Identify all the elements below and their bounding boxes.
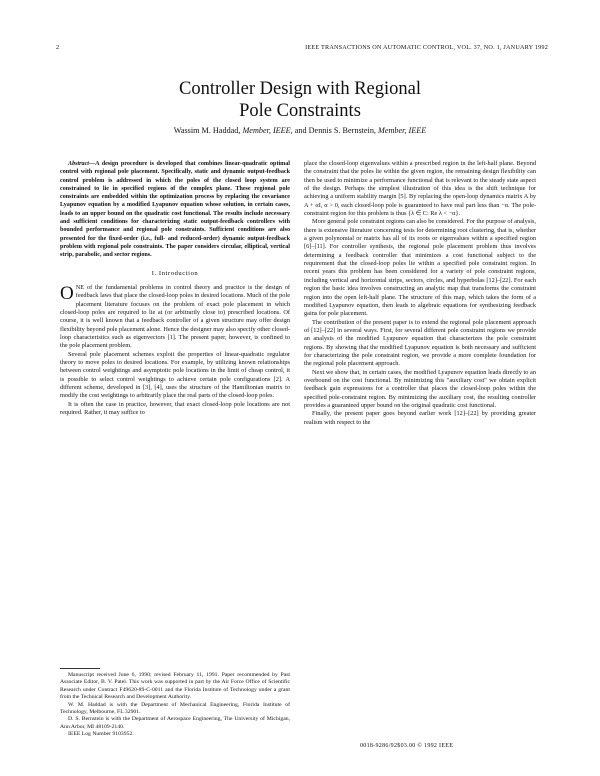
paragraph: Next we show that, in certain cases, the modified Lyapunov equation leads directly to an overbound on the cost functional. By minimizing this "auxiliary cost" we obtain explicit feedback gain expressions for a controller that places the closed-loop poles within the specified pole-constraint region. By minimizing the auxiliary cost, the resulting controller provides a guaranteed upper bound on the original quadratic cost functional. <box>304 368 536 409</box>
left-column <box>60 160 290 417</box>
footnote: W. M. Haddad is with the Department of Mechanical Engineering, Florida Institute of Technology, Melbourne, FL 32901. <box>60 701 290 716</box>
footnotes <box>60 668 290 739</box>
title-line-2: Pole Constraints <box>239 101 361 121</box>
section-heading-introduction: I. Introduction <box>151 269 199 277</box>
author-2-role: Member, IEEE <box>378 126 427 135</box>
author-1: Wassim M. Haddad, <box>173 126 241 135</box>
abstract-label: Abstract— <box>68 161 96 167</box>
author-line <box>0 126 600 135</box>
paragraph: Several pole placement schemes exploit the properties of linear-quadratic regulator theory to move poles to desired locations. For example, by utilizing known relationships between control weightings and asymptotic pole locations in the limit of cheap control, it is possible to select control weightings to achieve certain pole configurations [2]. A different scheme, developed in [3], [4], uses the structure of the Hamiltonian matrix to modify the cost weightings to arbitrarily place the real parts of the closed-loop poles. <box>60 350 290 400</box>
author-1-role: Member, IEEE, <box>242 126 293 135</box>
drop-cap: O <box>60 282 74 304</box>
paragraph: Finally, the present paper goes beyond earlier work [12]–[22] by providing greater realism with respect to the <box>304 410 536 426</box>
paragraph: The contribution of the present paper is to extend the regional pole placement approach of [12]–[22] in several ways. First, for several different pole constraint regions we provide an analysis of the modified Lyapunov equation that characterizes the pole constraint regions. By showing that the modified Lyapunov equation is both necessary and sufficient for characterizing the pole constraint region, we provide a more complete foundation for the regional pole placement approach. <box>304 318 536 368</box>
paper-title <box>0 78 600 122</box>
abstract-text: A design procedure is developed that combines linear-quadratic optimal control with regional pole placement. Specifically, static and dynamic output-feedback control problem is addressed in which the poles of the closed loop system are constrained to lie in specified regions of the complex plane. These regional pole constraints are embedded within the optimization process by replacing the covariance Lyapunov equation by a modified Lyapunov equation whose solution, in certain cases, leads to an upper bound on the quadratic cost functional. The results include necessary and sufficient conditions for characterizing static output-feedback controllers with bounded performance and regional pole constraints. Sufficient conditions are also presented for the fixed-order (i.e., full- and reduced-order) dynamic output-feedback problem with regional pole constraints. The paper considers circular, elliptical, vertical strip, parabolic, and sector regions. <box>60 161 290 259</box>
running-header <box>56 44 548 56</box>
footnote-rule <box>60 668 100 669</box>
journal-header: IEEE TRANSACTIONS ON AUTOMATIC CONTROL, VOL. 37, NO. 1, JANUARY 1992 <box>305 44 548 51</box>
paragraph: More general pole constraint regions can also be considered. For the purpose of analysis, there is extensive literature concerning tests for determining root clustering, that is, whether a given polynomial or matrix has all of its roots or eigenvalues within a specified region [6]–[11]. For controller synthesis, the regional pole placement problem thus involves determining a feedback controller that minimizes a cost functional subject to the requirement that the closed-loop poles lie within a specified pole constraint region. In recent years this problem has been considered for a variety of pole constraint regions, including vertical and horizontal strips, sectors, circles, and hyperbolas [12]–[22]. For each region the basic idea involves constructing an analytic map that transforms the constraint region into the open left-half plane. The structure of this map, which takes the form of a modified Lyapunov equation, then leads to algebraic equations for synthesizing feedback gains for pole placement. <box>304 218 536 318</box>
abstract <box>60 160 290 260</box>
paragraph <box>60 284 290 351</box>
author-2: and Dennis S. Bernstein, <box>294 126 376 135</box>
page-number: 2 <box>56 44 60 51</box>
paragraph: It is often the case in practice, however, that exact closed-loop pole locations are not required. Rather, it may suffice to <box>60 400 290 417</box>
paragraph-text: NE of the fundamental problems in control theory and practice is the design of feedback laws that place the closed-loop poles in desired locations. Much of the pole placement literature focuses on the problem of exact pole placement in which closed-loop poles are required to lie at (or arbitrarily close to) prescribed locations. Of course, it is well known that a feedback controller of a given structure may offer design flexibility beyond pole placement alone. Hence the designer may also specify other closed-loop characteristics such as eigenvectors [1]. The present paper, however, is confined to the pole placement problem. <box>60 283 290 350</box>
footnote: Manuscript received June 6, 1990; revised February 11, 1991. Paper recommended by Past Associate Editor, B. V. Patel. This work was supported in part by the Air Force Office of Scientific Research under Contract F49620-89-C-0011 and the Florida Institute of Technology under a grant from the Technical Research and Development Authority. <box>60 672 290 701</box>
paragraph: place the closed-loop eigenvalues within a prescribed region in the left-half plane. Beyond the constraint that the poles lie within the given region, the remaining design flexibility can then be used to minimize a performance functional that is relevant to the steady state aspect of the design. Perhaps the simplest illustration of this idea is the shift technique for achieving a uniform stability margin [5]. By replacing the open-loop dynamics matrix A by A + αI, α > 0, each closed-loop pole is guaranteed to have real part less than −α. The pole-constraint region for this problem is thus {λ ∈ C: Re λ < −α}. <box>304 160 536 218</box>
footnote: IEEE Log Number 9103952. <box>68 731 134 738</box>
title-line-1: Controller Design with Regional <box>178 79 421 99</box>
footnote: D. S. Bernstein is with the Department of Aerospace Engineering, The University of Michigan, Ann Arbor, MI 48109-2140. <box>60 716 290 730</box>
right-column <box>304 160 536 427</box>
copyright-line: 0018-9286/92$03.00 © 1992 IEEE <box>360 743 454 749</box>
